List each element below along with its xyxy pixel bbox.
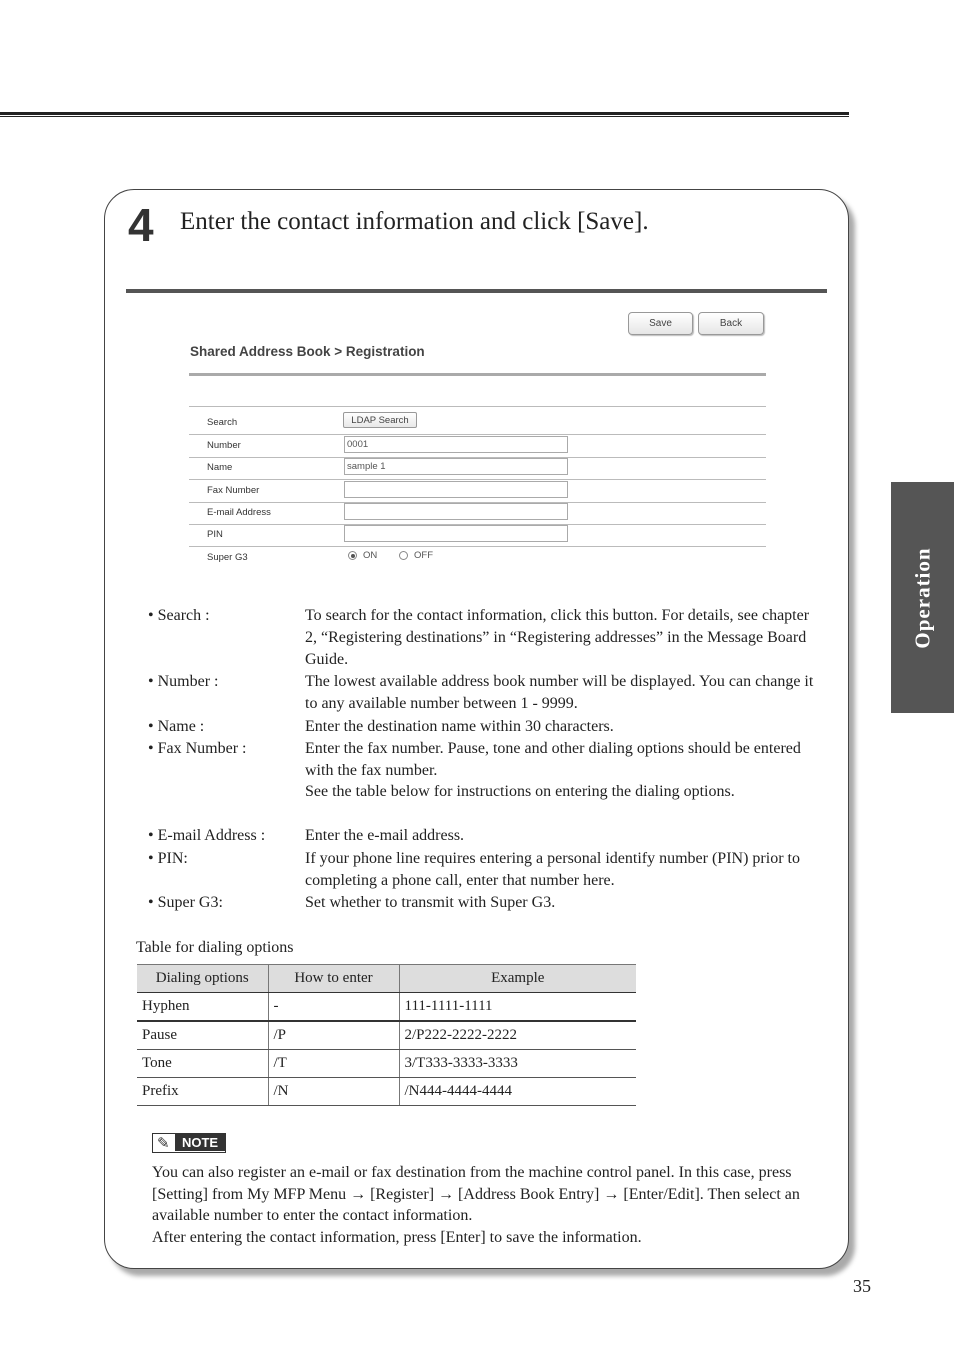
form-label: PIN xyxy=(207,529,223,540)
ldap-search-button[interactable]: LDAP Search xyxy=(343,412,417,428)
table-cell: Tone xyxy=(137,1050,268,1078)
note-badge xyxy=(152,1133,226,1153)
table-row xyxy=(137,1021,636,1050)
form-row-pin xyxy=(189,524,766,547)
form-label: E-mail Address xyxy=(207,507,271,518)
form-row-super-g3 xyxy=(189,547,766,569)
desc-text: If your phone line requires entering a personal identify number (PIN) prior to completing a phone call, enter that number here. xyxy=(305,850,800,889)
form-row-email xyxy=(189,502,766,525)
desc-term: • Search : xyxy=(148,607,210,624)
desc-text: Enter the fax number. Pause, tone and other dialing options should be entered with the fax number. xyxy=(305,740,801,779)
table-cell: /T xyxy=(268,1050,399,1078)
form-label: Name xyxy=(207,462,233,473)
table-header: Example xyxy=(399,965,636,993)
pencil-icon: ✎ xyxy=(157,1135,170,1152)
desc-text: See the table below for instructions on entering the dialing options. xyxy=(305,783,735,800)
table-cell: /N xyxy=(268,1078,399,1106)
table-cell: Pause xyxy=(137,1021,268,1050)
form-label: Search xyxy=(207,417,238,428)
note-text xyxy=(152,1162,824,1248)
table-header-row xyxy=(137,965,636,993)
desc-text: Set whether to transmit with Super G3. xyxy=(305,894,556,911)
radio-label-off: OFF xyxy=(414,550,433,561)
desc-term: • Number : xyxy=(148,673,219,690)
back-button[interactable]: Back xyxy=(698,312,764,335)
table-caption: Table for dialing options xyxy=(136,939,294,956)
table-header: How to enter xyxy=(268,965,399,993)
fax-number-input[interactable] xyxy=(344,481,568,498)
step-rule xyxy=(126,289,827,293)
form-label: Number xyxy=(207,440,241,451)
save-button[interactable]: Save xyxy=(628,312,693,335)
desc-text: To search for the contact information, click this button. For details, see chapter 2, “Registering destinations” in “Registering addresses” in the Message Board Guide. xyxy=(305,607,810,668)
form-row-number xyxy=(189,435,766,458)
table-row xyxy=(137,993,636,1022)
page-number: 35 xyxy=(853,1276,871,1296)
desc-term: • Name : xyxy=(148,718,205,735)
dialing-options-table xyxy=(137,964,636,1106)
note-line: After entering the contact information, press [Enter] to save the information. xyxy=(152,1228,642,1246)
desc-term: • E-mail Address : xyxy=(148,827,266,844)
table-cell: - xyxy=(268,993,399,1022)
desc-text: Enter the destination name within 30 characters. xyxy=(305,718,614,735)
desc-term: • PIN: xyxy=(148,850,188,867)
form-label: Fax Number xyxy=(207,485,260,496)
note-label: NOTE xyxy=(175,1134,225,1151)
table-cell: Hyphen xyxy=(137,993,268,1022)
table-cell: 111-1111-1111 xyxy=(399,993,636,1022)
note-line: You can also register an e-mail or fax destination from the machine control panel. In this case, press [Setting] from My MFP Menu → [Register] → [Address Book Entry] → [Enter/Edit]. Then select an available number to enter the contact information. xyxy=(152,1164,800,1224)
section-tab xyxy=(891,482,954,713)
super-g3-off-radio[interactable] xyxy=(399,551,408,560)
name-input[interactable]: sample 1 xyxy=(344,458,568,475)
table-header: Dialing options xyxy=(137,965,268,993)
email-input[interactable] xyxy=(344,503,568,520)
pin-input[interactable] xyxy=(344,525,568,542)
table-cell: Prefix xyxy=(137,1078,268,1106)
desc-text: Enter the e-mail address. xyxy=(305,827,465,844)
form-label: Super G3 xyxy=(207,552,248,563)
form-top-rule xyxy=(189,406,766,407)
super-g3-on-radio[interactable] xyxy=(348,551,357,560)
form-row-fax-number xyxy=(189,480,766,503)
breadcrumb: Shared Address Book > Registration xyxy=(190,344,425,359)
desc-term: • Super G3: xyxy=(148,894,223,911)
form-row-name xyxy=(189,457,766,480)
breadcrumb-rule xyxy=(189,373,766,376)
step-number: 4 xyxy=(128,199,154,251)
form-row-search xyxy=(189,412,766,435)
section-tab-label: Operation xyxy=(910,546,934,649)
table-cell: /N444-4444-4444 xyxy=(399,1078,636,1106)
desc-text: The lowest available address book number will be displayed. You can change it to any available number between 1 - 9999. xyxy=(305,673,814,712)
table-row xyxy=(137,1050,636,1078)
desc-term: • Fax Number : xyxy=(148,740,247,757)
radio-label-on: ON xyxy=(363,550,378,561)
table-cell: 3/T333-3333-3333 xyxy=(399,1050,636,1078)
table-cell: 2/P222-2222-2222 xyxy=(399,1021,636,1050)
table-cell: /P xyxy=(268,1021,399,1050)
step-title: Enter the contact information and click [Save]. xyxy=(180,208,649,235)
table-row xyxy=(137,1078,636,1106)
number-input[interactable]: 0001 xyxy=(344,436,568,453)
header-rule xyxy=(0,112,849,117)
